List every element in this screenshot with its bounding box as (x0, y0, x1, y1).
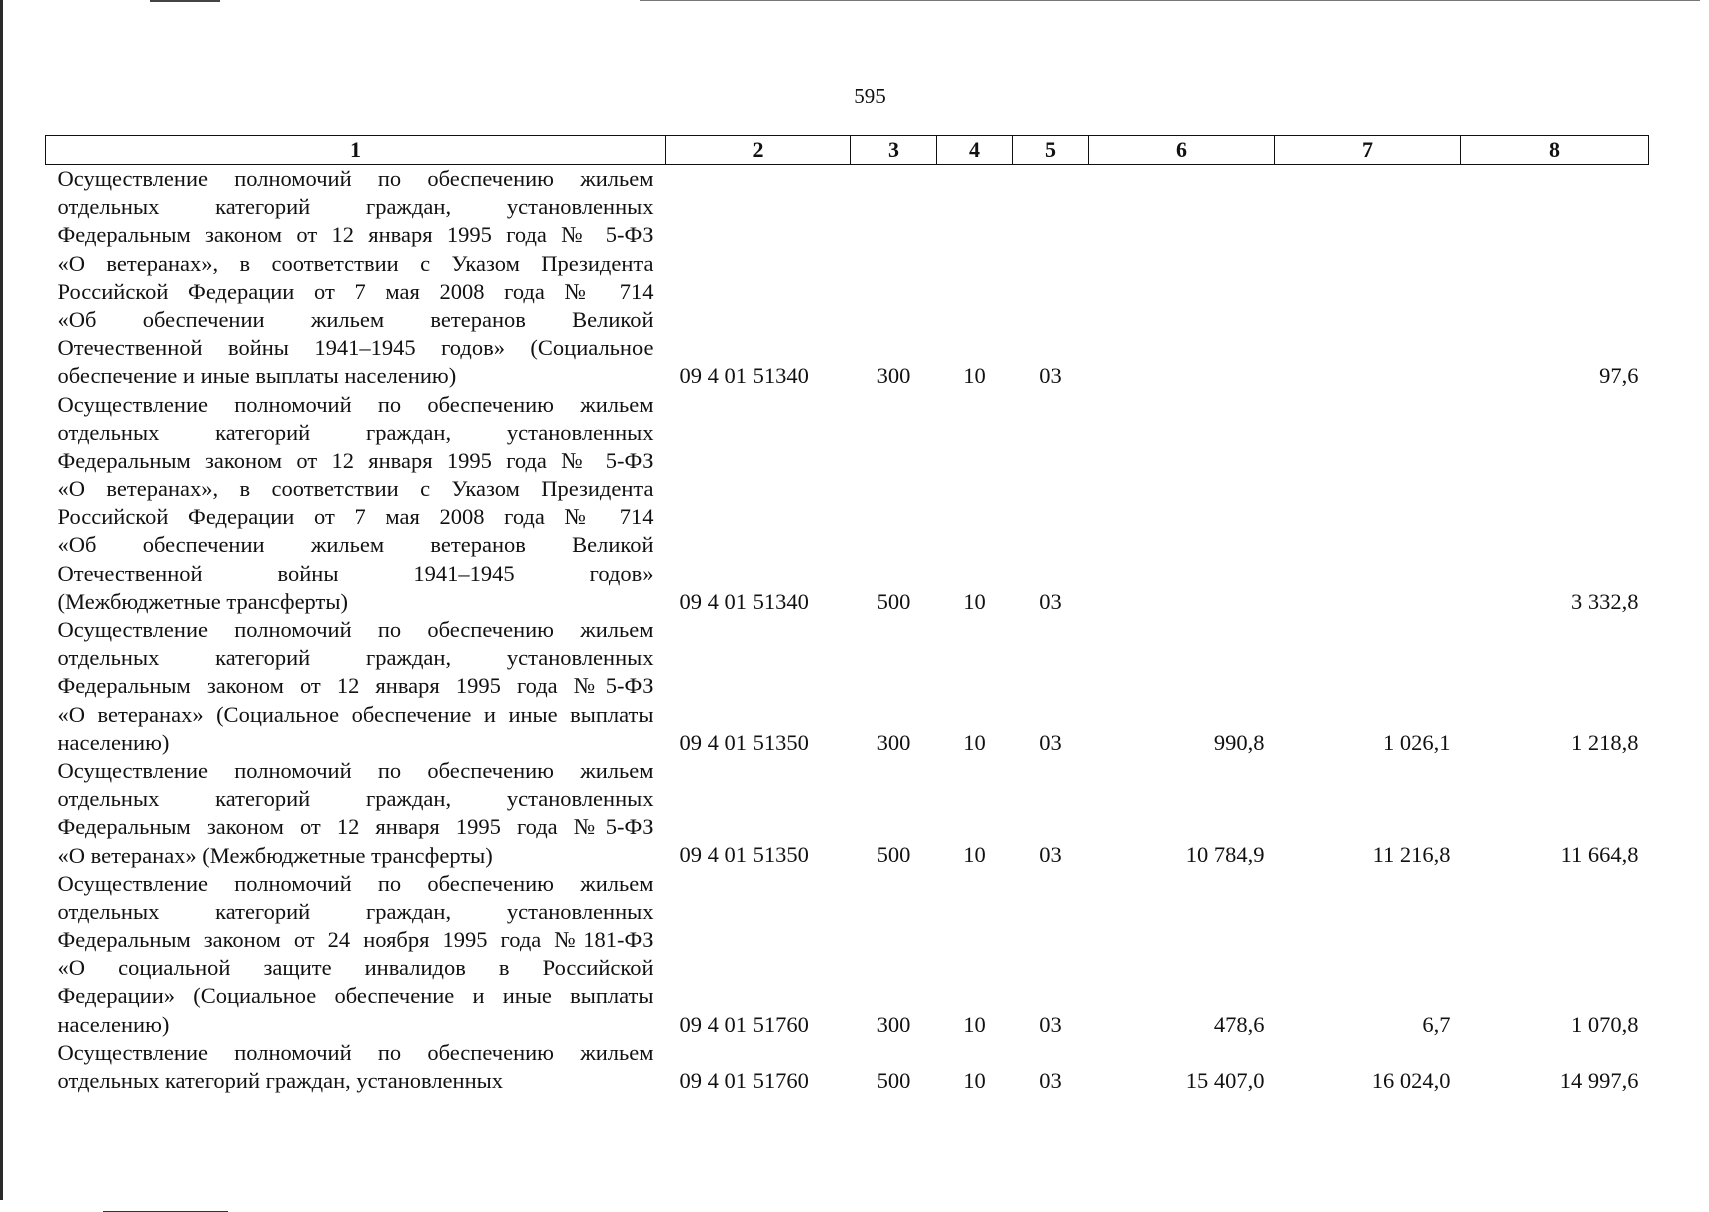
amount-col-7: 6,7 (1422, 1011, 1451, 1037)
amount-col-8: 3 332,8 (1571, 588, 1639, 614)
subsection-code: 03 (1039, 1011, 1062, 1037)
description-line: Федеральным законом от 24 ноября 1995 года №181-ФЗ (57, 927, 654, 953)
subsection-code: 03 (1039, 1067, 1062, 1093)
row-description (46, 870, 666, 1039)
expense-type-code: 300 (876, 363, 911, 389)
target-article-code: 09 4 01 51340 (679, 588, 809, 614)
amount-col-8: 97,6 (1599, 363, 1639, 389)
amount-col-8: 1 218,8 (1571, 729, 1639, 755)
description-line: Осуществление полномочий по обеспечению жильем (57, 391, 654, 417)
description-line: отдельных категорий граждан, установленных (57, 1068, 503, 1093)
description-line: Российской Федерации от 7 мая 2008 года № 714 (57, 504, 654, 530)
target-article-code: 09 4 01 51760 (679, 1011, 809, 1037)
description-line: «Об обеспечении жильем ветеранов Великой (57, 532, 654, 558)
subsection-code: 03 (1039, 729, 1062, 755)
table-row (46, 391, 1649, 617)
column-header: 8 (1461, 136, 1649, 165)
section-code: 10 (963, 842, 986, 868)
amount-col-7: 1 026,1 (1383, 729, 1451, 755)
amount-col-6: 990,8 (1213, 729, 1265, 755)
description-line: населению) (57, 1011, 170, 1037)
table-row (46, 1039, 1649, 1095)
amount-col-8: 14 997,6 (1559, 1067, 1639, 1093)
budget-table (45, 135, 1649, 1095)
expense-type-code: 500 (876, 588, 911, 614)
column-header: 7 (1275, 136, 1461, 165)
expense-type-code: 500 (876, 1067, 911, 1093)
description-line: (Межбюджетные трансферты) (57, 588, 348, 614)
expense-type-code: 300 (876, 729, 911, 755)
description-line: Осуществление полномочий по обеспечению жильем (57, 166, 654, 191)
description-line: «О ветеранах» (Межбюджетные трансферты) (57, 842, 493, 868)
section-code: 10 (963, 1067, 986, 1093)
description-line: «О ветеранах», в соответствии с Указом Президента (57, 476, 654, 502)
scan-mark (640, 0, 1700, 1)
amount-col-8: 11 664,8 (1560, 842, 1639, 868)
section-code: 10 (963, 729, 986, 755)
description-line: «О ветеранах», в соответствии с Указом Президента (57, 250, 654, 276)
description-line: Отечественной войны 1941–1945 годов» (Социальное (57, 335, 654, 361)
row-description (46, 757, 666, 870)
target-article-code: 09 4 01 51340 (679, 363, 809, 389)
column-header: 5 (1013, 136, 1089, 165)
amount-col-6 (1089, 391, 1275, 617)
description-line: отдельных категорий граждан, установленных (57, 194, 654, 220)
amount-col-6: 15 407,0 (1185, 1067, 1265, 1093)
amount-col-7 (1275, 165, 1461, 391)
description-line: Федерации» (Социальное обеспечение и иные выплаты (57, 983, 654, 1009)
target-article-code: 09 4 01 51760 (679, 1067, 809, 1093)
amount-col-7: 16 024,0 (1371, 1067, 1451, 1093)
table-row (46, 870, 1649, 1039)
section-code: 10 (963, 588, 986, 614)
amount-col-7 (1275, 391, 1461, 617)
column-header: 2 (666, 136, 851, 165)
description-line: обеспечение и иные выплаты населению) (57, 363, 457, 389)
description-line: отдельных категорий граждан, установленных (57, 898, 654, 924)
row-description (46, 1039, 666, 1095)
section-code: 10 (963, 363, 986, 389)
table-row (46, 757, 1649, 870)
subsection-code: 03 (1039, 588, 1062, 614)
description-line: отдельных категорий граждан, установленных (57, 419, 654, 445)
description-line: Осуществление полномочий по обеспечению жильем (57, 757, 654, 783)
subsection-code: 03 (1039, 363, 1062, 389)
description-line: Отечественной войны 1941–1945 годов» (57, 560, 654, 586)
description-line: «О социальной защите инвалидов в Российской (57, 955, 654, 981)
description-line: Осуществление полномочий по обеспечению жильем (57, 1039, 654, 1065)
section-code: 10 (963, 1011, 986, 1037)
subsection-code: 03 (1039, 842, 1062, 868)
description-line: населению) (57, 729, 170, 755)
column-header: 1 (46, 136, 666, 165)
scan-mark (150, 0, 220, 2)
expense-type-code: 500 (876, 842, 911, 868)
row-description (46, 616, 666, 757)
table-row (46, 616, 1649, 757)
column-header: 3 (851, 136, 937, 165)
description-line: Осуществление полномочий по обеспечению жильем (57, 617, 654, 642)
description-line: «Об обеспечении жильем ветеранов Великой (57, 306, 654, 332)
description-line: Российской Федерации от 7 мая 2008 года № 714 (57, 278, 654, 304)
description-line: Федеральным законом от 12 января 1995 года №5-ФЗ (57, 673, 654, 699)
column-header: 6 (1089, 136, 1275, 165)
amount-col-6 (1089, 165, 1275, 391)
description-line: отдельных категорий граждан, установленных (57, 645, 654, 671)
row-description (46, 165, 666, 391)
target-article-code: 09 4 01 51350 (679, 842, 809, 868)
page-number: 595 (854, 84, 886, 108)
target-article-code: 09 4 01 51350 (679, 729, 809, 755)
table-row (46, 165, 1649, 391)
amount-col-6: 10 784,9 (1185, 842, 1265, 868)
description-line: Федеральным законом от 12 января 1995 года №5-ФЗ (57, 814, 654, 840)
column-header: 4 (937, 136, 1013, 165)
expense-type-code: 300 (876, 1011, 911, 1037)
amount-col-7: 11 216,8 (1372, 842, 1451, 868)
description-line: Осуществление полномочий по обеспечению жильем (57, 870, 654, 896)
description-line: «О ветеранах» (Социальное обеспечение и иные выплаты (57, 701, 654, 727)
scan-edge (0, 0, 3, 1200)
description-line: Федеральным законом от 12 января 1995 года № 5-ФЗ (57, 222, 654, 248)
description-line: отдельных категорий граждан, установленных (57, 786, 654, 812)
row-description (46, 391, 666, 617)
header-row (46, 136, 1649, 165)
description-line: Федеральным законом от 12 января 1995 года № 5-ФЗ (57, 447, 654, 473)
amount-col-8: 1 070,8 (1571, 1011, 1639, 1037)
amount-col-6: 478,6 (1213, 1011, 1265, 1037)
